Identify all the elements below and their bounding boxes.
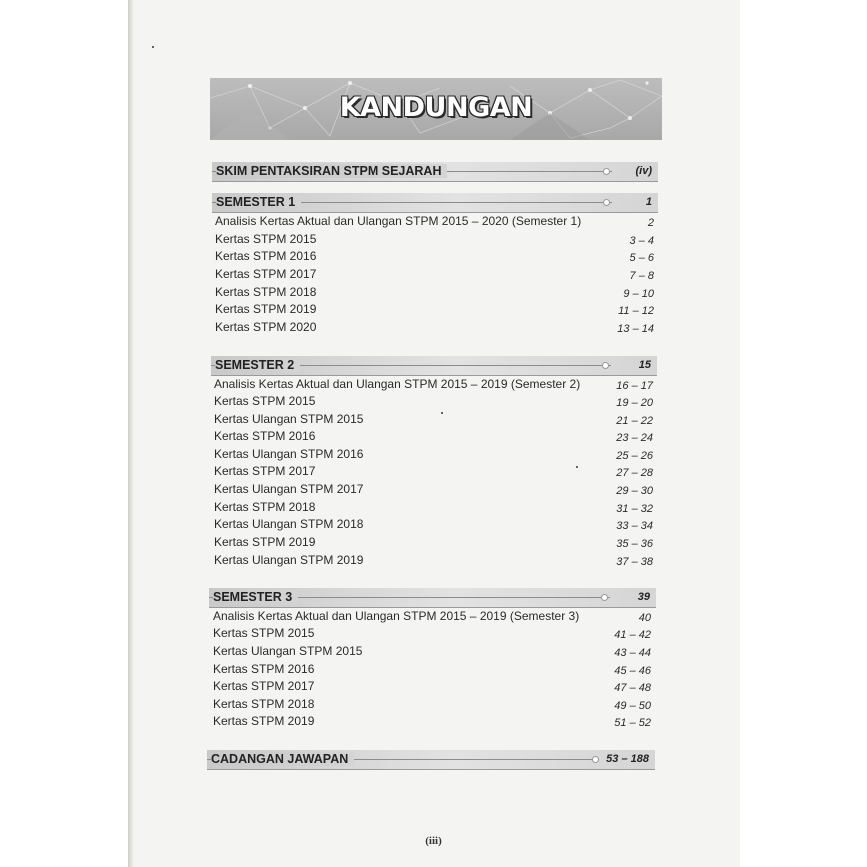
section-bar-semester-3: [209, 588, 656, 608]
entry-title: Kertas Ulangan STPM 2018: [214, 517, 364, 531]
entry-title: Kertas STPM 2015: [214, 394, 316, 408]
section-bar-semester-2: [211, 356, 657, 376]
bar-dot: [603, 168, 610, 175]
entry-title: Kertas Ulangan STPM 2015: [214, 412, 364, 426]
entry-page: 29 – 30: [616, 485, 653, 497]
section-label: SEMESTER 3: [213, 590, 298, 604]
entry-page: 5 – 6: [629, 252, 654, 264]
section-bar-cadangan: [207, 750, 655, 770]
entry-page: 40: [638, 612, 651, 624]
entry-title: Kertas Ulangan STPM 2015: [213, 644, 363, 658]
section-label: SKIM PENTAKSIRAN STPM SEJARAH: [216, 164, 447, 178]
toc-entry: [214, 553, 653, 570]
entry-page: 23 – 24: [616, 432, 653, 444]
page-title: KANDUNGAN: [339, 92, 533, 123]
entry-title: Kertas STPM 2019: [213, 714, 315, 728]
entry-title: Kertas STPM 2016: [213, 662, 315, 676]
entry-page: 7 – 8: [629, 270, 654, 282]
entry-title: Kertas STPM 2018: [213, 697, 315, 711]
section-page: 15: [638, 359, 651, 371]
entry-title: Kertas STPM 2019: [214, 535, 316, 549]
entry-page: 33 – 34: [616, 520, 653, 532]
entry-title: Kertas STPM 2017: [215, 267, 317, 281]
toc-entry: [215, 267, 654, 284]
title-banner: [210, 78, 662, 140]
entry-title: Analisis Kertas Aktual dan Ulangan STPM 2015 – 2020 (Semester 1): [215, 214, 582, 228]
page-number: (iii): [425, 835, 442, 847]
toc-entry: [214, 535, 653, 552]
entry-title: Kertas Ulangan STPM 2017: [214, 482, 364, 496]
entry-page: 3 – 4: [629, 235, 654, 247]
section-bar-semester-1: [212, 193, 658, 213]
section-page: (iv): [635, 165, 652, 177]
entry-page: 45 – 46: [614, 665, 651, 677]
toc-entry: [213, 679, 651, 696]
entry-title: Kertas STPM 2017: [213, 679, 315, 693]
toc-entry: [215, 285, 654, 302]
entry-title: Kertas STPM 2015: [213, 626, 315, 640]
toc-entry: [213, 697, 651, 714]
entry-page: 41 – 42: [614, 629, 651, 641]
toc-entry: [215, 320, 654, 337]
toc-entry: [213, 662, 651, 679]
entry-title: Analisis Kertas Aktual dan Ulangan STPM 2015 – 2019 (Semester 2): [214, 377, 581, 391]
toc-entry: [213, 714, 651, 731]
entry-page: 19 – 20: [616, 397, 653, 409]
toc-entry: [214, 482, 653, 499]
toc-entry: [215, 214, 654, 231]
entry-title: Kertas STPM 2015: [215, 232, 317, 246]
entry-page: 51 – 52: [614, 717, 651, 729]
entry-page: 31 – 32: [616, 503, 653, 515]
toc-entry: [214, 412, 653, 429]
section-page: 1: [645, 196, 652, 208]
entry-page: 47 – 48: [614, 682, 651, 694]
entry-title: Kertas STPM 2016: [215, 249, 317, 263]
toc-entry: [214, 464, 653, 481]
section-label: SEMESTER 1: [216, 195, 301, 209]
entry-title: Kertas STPM 2018: [214, 500, 316, 514]
section-label: CADANGAN JAWAPAN: [211, 752, 354, 766]
entry-page: 11 – 12: [618, 305, 654, 317]
bar-dot: [601, 594, 608, 601]
scan-speck: [152, 46, 154, 48]
toc-entry: [213, 626, 651, 643]
entry-page: 13 – 14: [617, 323, 654, 335]
toc-entry: [215, 232, 654, 249]
toc-entry: [214, 377, 653, 394]
section-bar-skim: [212, 162, 658, 182]
entry-title: Kertas STPM 2018: [215, 285, 317, 299]
entry-page: 35 – 36: [616, 538, 653, 550]
entry-page: 27 – 28: [616, 467, 653, 479]
entry-page: 43 – 44: [614, 647, 651, 659]
toc-entry: [215, 249, 654, 266]
toc-entry: [213, 644, 651, 661]
entry-page: 2: [647, 217, 654, 229]
toc-entry: [214, 517, 653, 534]
bar-dot: [603, 199, 610, 206]
entry-title: Kertas Ulangan STPM 2016: [214, 447, 364, 461]
toc-entry: [213, 609, 651, 626]
entry-page: 16 – 17: [616, 380, 653, 392]
section-page: 53 – 188: [606, 753, 649, 765]
toc-entry: [214, 394, 653, 411]
bar-dot: [592, 756, 599, 763]
entry-title: Kertas STPM 2020: [215, 320, 317, 334]
bar-dot: [602, 362, 609, 369]
entry-page: 9 – 10: [623, 288, 654, 300]
toc-entry: [214, 447, 653, 464]
toc-entry: [214, 500, 653, 517]
entry-title: Kertas STPM 2016: [214, 429, 316, 443]
entry-page: 37 – 38: [616, 556, 653, 568]
entry-page: 21 – 22: [616, 415, 653, 427]
entry-page: 49 – 50: [614, 700, 651, 712]
toc-entry: [214, 429, 653, 446]
entry-title: Kertas Ulangan STPM 2019: [214, 553, 364, 567]
section-page: 39: [637, 591, 650, 603]
entry-title: Analisis Kertas Aktual dan Ulangan STPM 2015 – 2019 (Semester 3): [213, 609, 580, 623]
entry-title: Kertas STPM 2019: [215, 302, 317, 316]
entry-title: Kertas STPM 2017: [214, 464, 316, 478]
section-label: SEMESTER 2: [215, 358, 300, 372]
toc-entry: [215, 302, 654, 319]
page-shadow-edge: [128, 0, 134, 867]
entry-page: 25 – 26: [616, 450, 653, 462]
